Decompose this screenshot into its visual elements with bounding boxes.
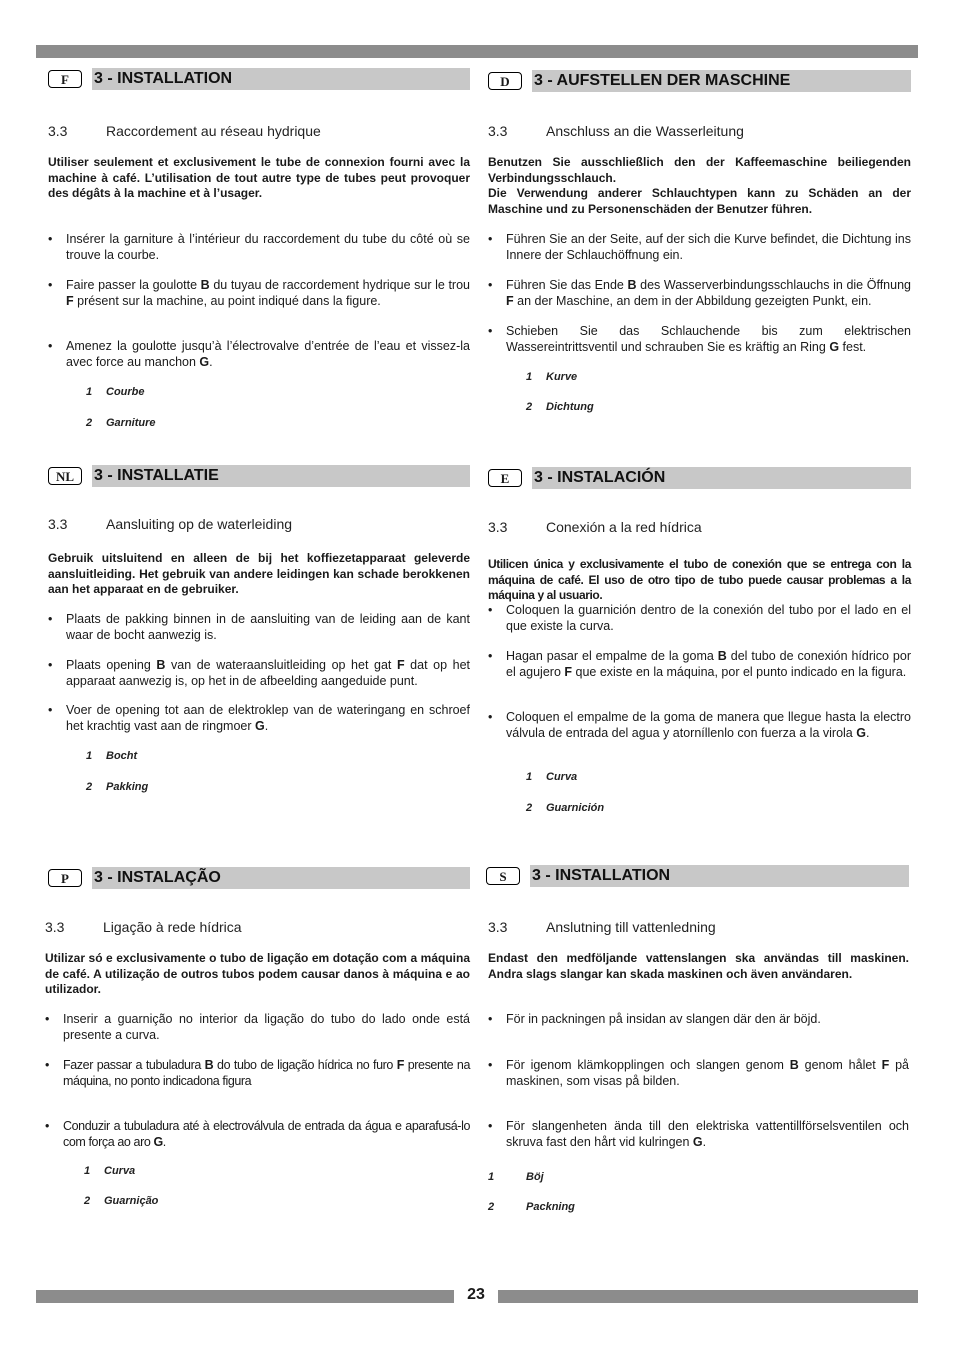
instruction-step-1: • Coloquen la guarnición dentro de la conexión del tubo por el lado en el que existe la curva.	[488, 603, 911, 634]
instruction-step-3: • Conduzir a tubuladura até à electroválvula de entrada da água e aparafusá-lo com força ao aro G.	[45, 1119, 470, 1150]
warning-text: Utiliser seulement et exclusivement le tube de connexion fourni avec la machine à café. L’utilisation de tout autre type de tubes peut provoquer des dégâts à la machine et à l’usager.	[48, 155, 470, 200]
legend-item-2: 2 Dichtung	[526, 401, 594, 413]
subsection-number: 3.3	[488, 919, 508, 935]
section-swedish	[486, 865, 910, 1213]
section-header	[48, 465, 470, 487]
subsection-number: 3.3	[488, 123, 508, 139]
subsection-heading	[45, 919, 242, 935]
instruction-step-3: • Voer de opening tot aan de elektroklep van de wateringang en schroef het krachtig vast aan de ringmoer G.	[48, 703, 470, 734]
bottom-rule-right	[498, 1290, 918, 1303]
subsection-heading	[48, 123, 321, 139]
section-spanish	[488, 467, 911, 814]
legend-item-2: 2 Pakking	[86, 781, 149, 793]
legend-item-2: 2 Garniture	[86, 417, 156, 429]
subsection-title: Ligação à rede hídrica	[103, 919, 242, 935]
subsection-heading	[488, 123, 744, 139]
page-number: 23	[467, 1286, 485, 1303]
legend-item-2: 2 Guarnição	[84, 1195, 159, 1207]
subsection-heading	[488, 519, 702, 535]
instruction-step-1: • Insérer la garniture à l’intérieur du raccordement du tube du côté où se trouve la courbe.	[48, 232, 470, 263]
language-badge: P	[48, 869, 82, 887]
subsection-number: 3.3	[488, 519, 508, 535]
language-badge: S	[486, 867, 520, 885]
section-title: 3 - INSTALLATION	[92, 68, 470, 90]
warning-text: Endast den medföljande vattenslangen ska användas till maskinen. Andra slags slangar kan skada maskinen och även användaren.	[488, 951, 909, 981]
subsection-number: 3.3	[48, 516, 68, 532]
section-dutch	[48, 465, 470, 793]
legend-item-2: 2 Packning	[488, 1201, 575, 1213]
subsection-heading	[48, 516, 292, 532]
instruction-step-3: • Coloquen el empalme de la goma de manera que llegue hasta la electro válvula de entrada del agua y atorníllenlo con fuerza a la virola G.	[488, 710, 911, 741]
legend-item-1: 1 Curva	[84, 1165, 136, 1177]
instruction-step-3: • Amenez la goulotte jusqu’à l’électrovalve d’entrée de l’eau et vissez-la avec force au manchon G.	[48, 339, 470, 370]
legend-item-1: 1 Kurve	[526, 371, 578, 383]
language-badge: NL	[48, 467, 82, 485]
warning-text: Utilicen única y exclusivamente el tubo de conexión que se entrega con la máquina de café. El uso de otro tipo de tubo puede causar problemas a la máquina y al usuario.	[488, 557, 911, 602]
section-header	[48, 867, 470, 889]
subsection-title: Raccordement au réseau hydrique	[106, 123, 321, 139]
section-header	[488, 467, 911, 489]
language-badge: E	[488, 469, 522, 487]
subsection-heading	[488, 919, 716, 935]
instruction-step-2: • Plaats opening B van de wateraansluitleiding op het gat F dat op het apparaat aanwezig is, op het in de afbeelding aangeduide punt.	[48, 658, 470, 689]
subsection-number: 3.3	[45, 919, 65, 935]
section-title: 3 - INSTALLATION	[530, 865, 909, 887]
subsection-title: Conexión a la red hídrica	[546, 519, 702, 535]
bottom-rule-left	[36, 1290, 454, 1303]
warning-text-2: Die Verwendung anderer Schlauchtypen kann zu Schäden an der Maschine und zu Personenschäden der Benutzer führen.	[488, 186, 911, 216]
warning-text-1: Benutzen Sie ausschließlich den der Kaffeemaschine beiliegenden Verbindungsschlauch.	[488, 155, 911, 185]
instruction-step-3: • Schieben Sie das Schlauchende bis zum elektrischen Wassereintrittsventil und schrauben Sie es kräftig an Ring G fest.	[488, 324, 911, 355]
instruction-step-2: • För igenom klämkopplingen och slangen genom B genom hålet F på maskinen, som visas på bilden.	[488, 1058, 909, 1089]
section-french	[48, 68, 470, 429]
legend-item-1: 1 Böj	[488, 1171, 544, 1183]
section-german	[488, 70, 911, 413]
section-portuguese	[45, 867, 470, 1207]
subsection-title: Aansluiting op de waterleiding	[106, 516, 293, 532]
instruction-step-1: • Inserir a guarnição no interior da ligação do tubo do lado onde está presente a curva.	[45, 1012, 470, 1043]
instruction-step-2: • Faire passer la goulotte B du tuyau de raccordement hydrique sur le trou F présent sur la machine, au point indiqué dans la figure.	[48, 278, 470, 309]
section-title: 3 - INSTALACIÓN	[532, 467, 911, 489]
instruction-step-2: • Hagan pasar el empalme de la goma B del tubo de conexión hídrico por el agujero F que existe en la máquina, por el punto indicado en la figura.	[488, 649, 911, 680]
language-badge: D	[488, 72, 522, 90]
legend-item-2: 2 Guarnición	[526, 802, 605, 814]
instruction-step-2: • Fazer passar a tubuladura B do tubo de ligação hídrica no furo F presente na máquina, no ponto indicadona figura	[45, 1058, 470, 1089]
instruction-step-1: • För in packningen på insidan av slangen där den är böjd.	[488, 1012, 909, 1028]
section-title: 3 - INSTALLATIE	[92, 465, 470, 487]
top-rule	[36, 45, 918, 58]
instruction-step-2: • Führen Sie das Ende B des Wasserverbindungsschlauchs in die Öffnung F an der Maschine, an dem in der Abbildung gezeigten Punkt, ein.	[488, 278, 911, 309]
section-title: 3 - INSTALAÇÃO	[92, 867, 470, 889]
language-badge: F	[48, 70, 82, 88]
subsection-number: 3.3	[48, 123, 68, 139]
legend-item-1: 1 Courbe	[86, 386, 145, 398]
section-header	[486, 865, 909, 887]
section-header	[48, 68, 470, 90]
instruction-step-1: • Führen Sie an der Seite, auf der sich die Kurve befindet, die Dichtung ins Innere der Schlauchöffnung ein.	[488, 232, 911, 263]
section-header	[488, 70, 911, 92]
subsection-title: Anschluss an die Wasserleitung	[546, 123, 744, 139]
subsection-title: Anslutning till vattenledning	[546, 919, 716, 935]
instruction-step-1: • Plaats de pakking binnen in de aansluiting van de leiding aan de kant waar de bocht aanwezig is.	[48, 612, 470, 643]
legend-item-1: 1 Bocht	[86, 750, 138, 762]
warning-text: Utilizar só e exclusivamente o tubo de ligação em dotação com a máquina de café. A utilização de outros tubos podem causar danos à máquina e ao utilizador.	[45, 951, 470, 996]
section-title: 3 - AUFSTELLEN DER MASCHINE	[532, 70, 911, 92]
instruction-step-3: • För slangenheten ända till den elektriska vattentillförselsventilen och skruva fast den hårt vid kulringen G.	[488, 1119, 909, 1150]
warning-text: Gebruik uitsluitend en alleen de bij het koffiezetapparaat geleverde aansluitleiding. Het gebruik van andere leidingen kan schade berokkenen aan het apparaat en de gebruiker.	[48, 551, 470, 596]
legend-item-1: 1 Curva	[526, 771, 578, 783]
